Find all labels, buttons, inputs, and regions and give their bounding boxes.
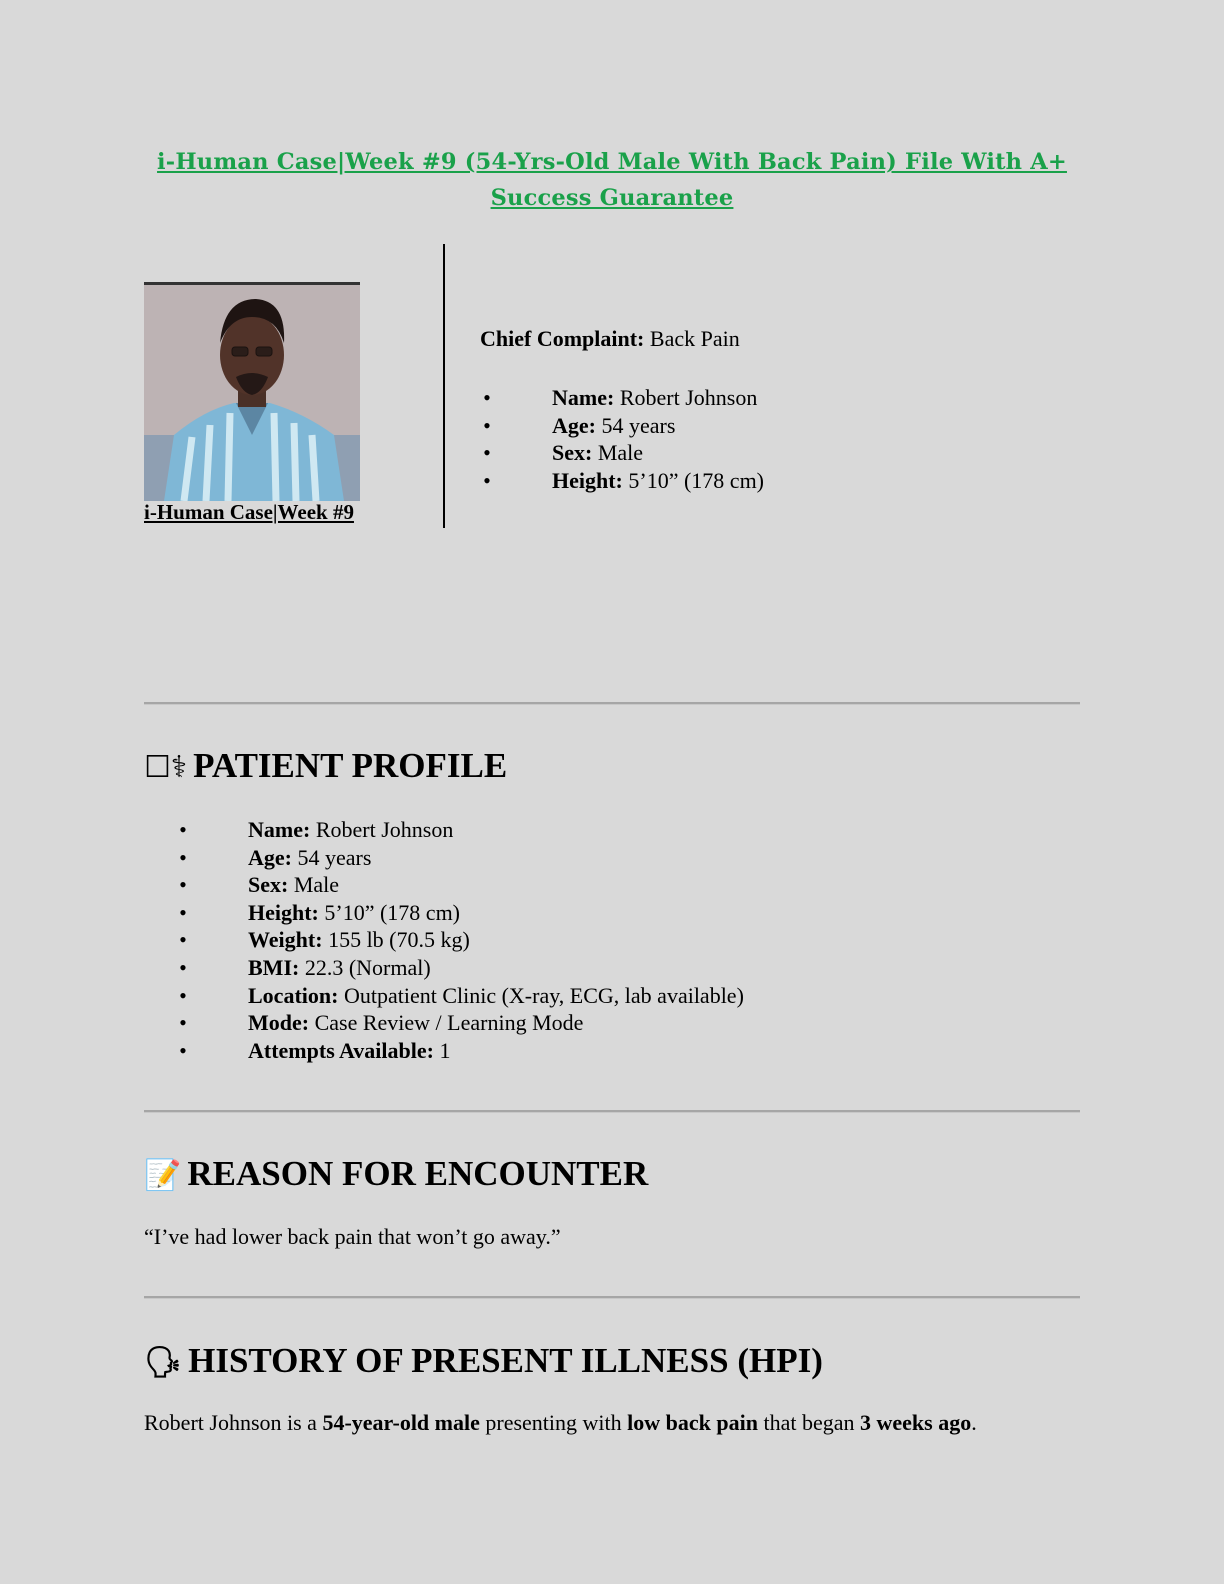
list-item xyxy=(176,926,744,954)
hpi-paragraph xyxy=(144,1410,977,1436)
list-item xyxy=(176,982,744,1010)
profile-value: Robert Johnson xyxy=(315,817,454,842)
speaking-head-icon: 🗣 xyxy=(144,1345,183,1380)
hpi-heading-text: HISTORY OF PRESENT ILLNESS (HPI) xyxy=(188,1341,823,1380)
caduceus-icon: ☐⚕ xyxy=(144,750,188,785)
list-item xyxy=(176,954,744,982)
summary-facts-list xyxy=(480,384,764,494)
patient-photo xyxy=(144,282,360,501)
fact-value: 5’10” (178 cm) xyxy=(628,467,765,493)
hpi-text-1: 54-year-old male xyxy=(322,1410,480,1435)
profile-value: 5’10” (178 cm) xyxy=(324,899,461,925)
fact-value: Male xyxy=(597,440,644,466)
reason-quote: “I’ve had lower back pain that won’t go away.” xyxy=(144,1224,561,1249)
list-item xyxy=(176,816,744,844)
document-title[interactable]: i-Human Case|Week #9 (54-Yrs-Old Male With Back Pain) File With A+ Success Guarantee xyxy=(157,149,1067,211)
patient-profile-list xyxy=(144,816,744,1064)
list-item xyxy=(176,844,744,872)
fact-label: Name: xyxy=(552,385,615,410)
profile-label: Mode: xyxy=(248,1010,310,1036)
fact-value: 54 years xyxy=(601,412,676,438)
fact-label: Sex: xyxy=(552,440,593,466)
profile-value: 54 years xyxy=(297,844,372,870)
profile-value: 22.3 (Normal) xyxy=(304,954,431,980)
list-item xyxy=(176,899,744,927)
profile-label: BMI: xyxy=(248,954,300,980)
reason-heading xyxy=(144,1154,648,1196)
hpi-text-4: that began xyxy=(757,1410,860,1435)
chief-complaint-label: Chief Complaint: xyxy=(480,326,645,351)
profile-value: 155 lb (70.5 kg) xyxy=(328,927,470,953)
photo-caption[interactable]: i-Human Case|Week #9 xyxy=(144,500,354,524)
profile-label: Height: xyxy=(248,899,319,925)
list-item xyxy=(176,1037,744,1065)
hpi-text-6: . xyxy=(971,1410,977,1435)
hpi-text-3: low back pain xyxy=(627,1410,758,1435)
profile-label: Weight: xyxy=(248,927,323,953)
profile-value: Male xyxy=(293,872,340,898)
patient-profile-heading xyxy=(144,746,507,788)
profile-value: Outpatient Clinic (X-ray, ECG, lab available) xyxy=(343,982,744,1008)
section-divider xyxy=(144,1296,1080,1299)
hpi-heading xyxy=(144,1341,823,1383)
list-item xyxy=(480,467,764,495)
hpi-text-2: presenting with xyxy=(479,1410,628,1435)
profile-label: Sex: xyxy=(248,872,289,898)
profile-value: 1 xyxy=(439,1037,451,1063)
list-item xyxy=(176,871,744,899)
profile-label: Location: xyxy=(248,982,339,1008)
list-item xyxy=(480,412,764,440)
section-divider xyxy=(144,1110,1080,1113)
fact-label: Height: xyxy=(552,467,623,493)
profile-label: Attempts Available: xyxy=(248,1037,434,1063)
hpi-text-0: Robert Johnson is a xyxy=(144,1410,323,1435)
fact-value: Robert Johnson xyxy=(619,385,758,410)
chief-complaint xyxy=(480,326,740,352)
vertical-divider xyxy=(443,244,445,528)
patient-profile-heading-text: PATIENT PROFILE xyxy=(193,746,508,785)
profile-label: Age: xyxy=(248,844,292,870)
list-item xyxy=(176,1009,744,1037)
reason-heading-text: REASON FOR ENCOUNTER xyxy=(187,1154,649,1193)
section-divider xyxy=(144,702,1080,705)
hpi-text-5: 3 weeks ago xyxy=(860,1410,972,1435)
list-item xyxy=(480,439,764,467)
profile-value: Case Review / Learning Mode xyxy=(314,1010,584,1036)
list-item xyxy=(480,384,764,412)
memo-icon: 📝 xyxy=(144,1158,182,1193)
profile-label: Name: xyxy=(248,817,311,842)
fact-label: Age: xyxy=(552,412,596,438)
chief-complaint-value: Back Pain xyxy=(649,326,740,351)
